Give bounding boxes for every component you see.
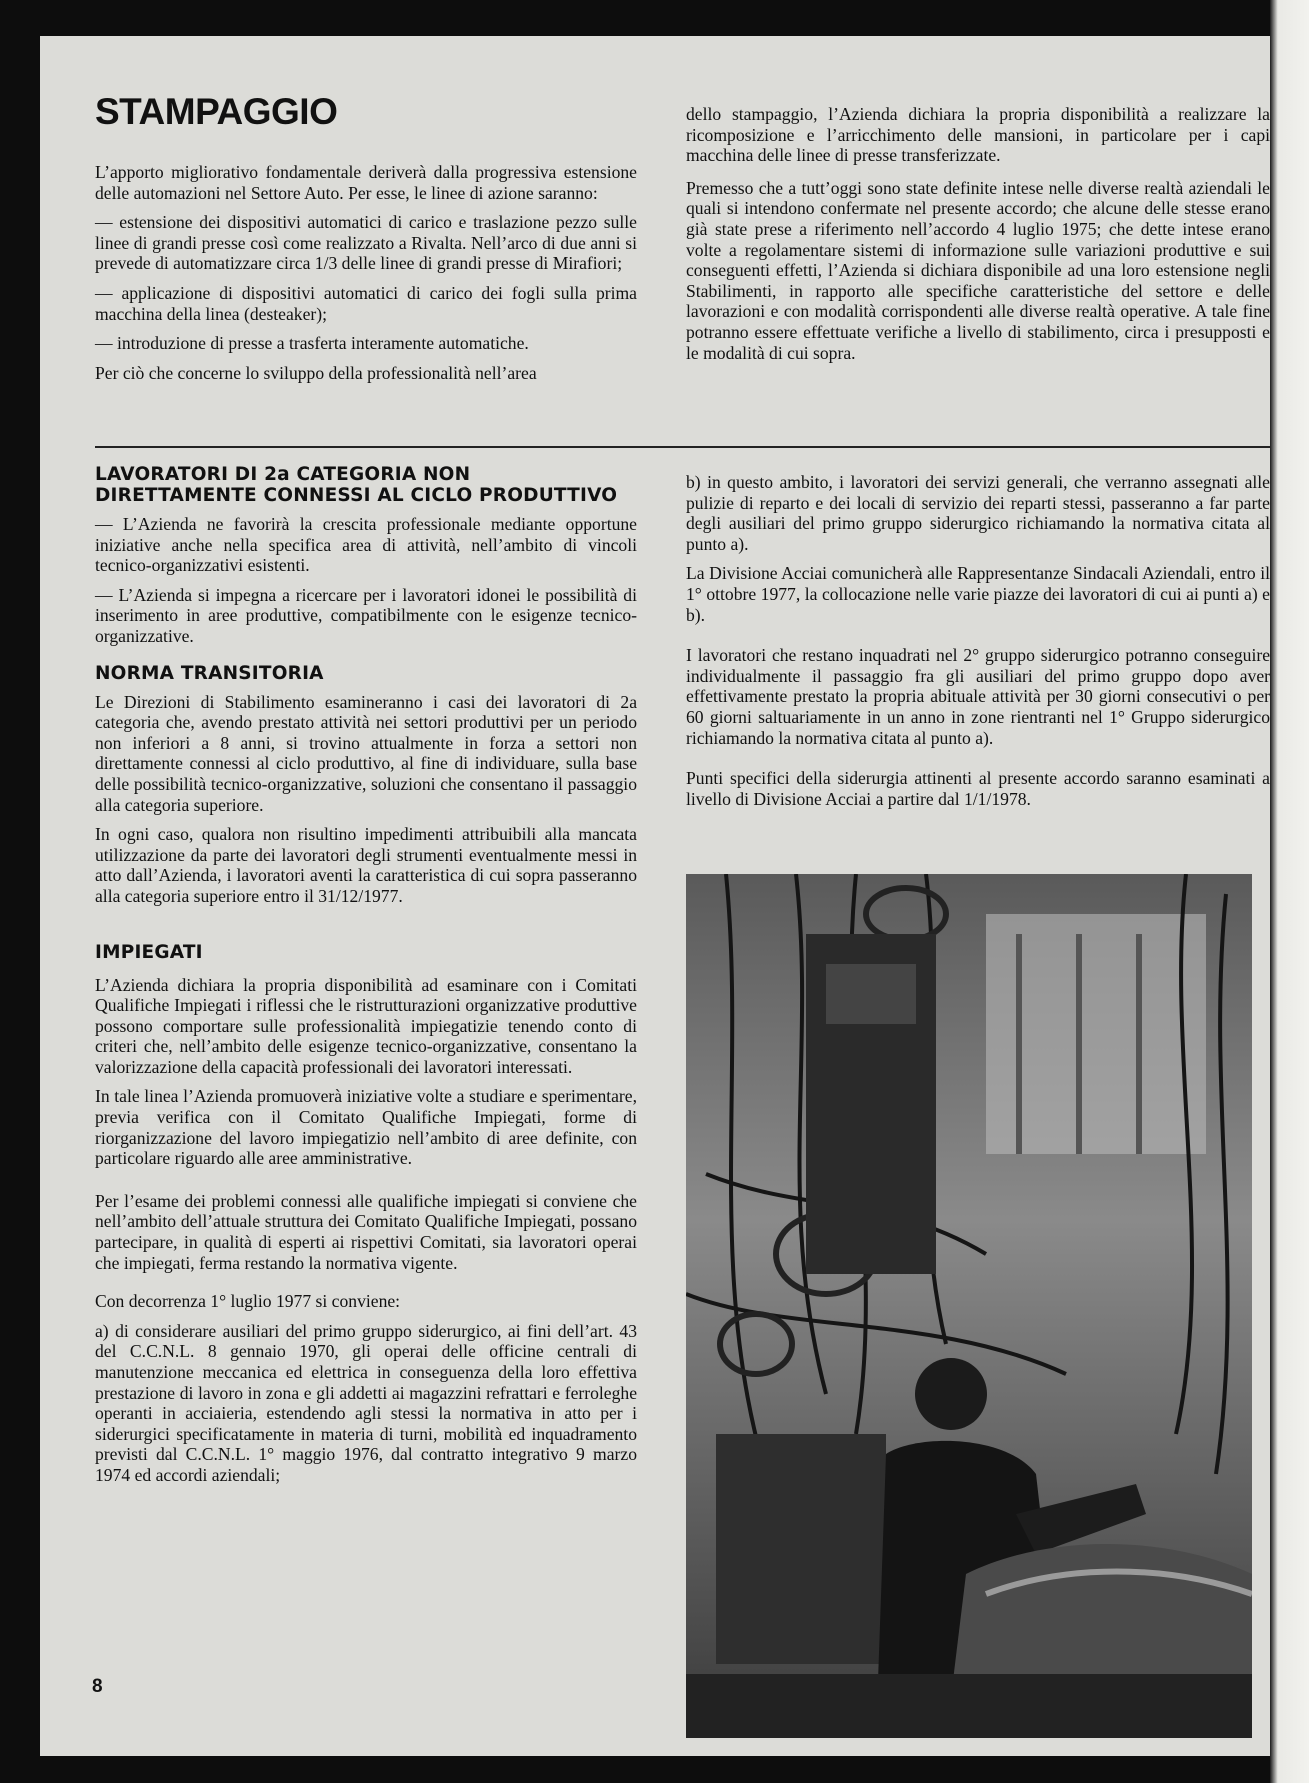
paragraph: b) in questo ambito, i lavoratori dei servizi generali, che verranno assegnati alle pulizie di reparto e dei locali di servizio dei reparti stessi, passeranno a far parte degli ausiliari del primo gruppo siderurgico richiamando la normativa citata al punto a). bbox=[686, 472, 1270, 554]
paragraph: Con decorrenza 1° luglio 1977 si conviene: bbox=[95, 1291, 401, 1312]
page-number: 8 bbox=[92, 1676, 103, 1697]
paragraph: L’apporto migliorativo fondamentale deriverà dalla progressiva estensione delle automazioni nel Settore Auto. Per esse, le linee di azione saranno: bbox=[95, 162, 637, 203]
paragraph: Le Direzioni di Stabilimento esamineranno i casi dei lavoratori di 2a categoria che, avendo prestato attività nei settori produttivi per un periodo non inferiori a 8 anni, si trovino attualmente in forza a settori non direttamente connessi al ciclo produttivo, al fine di individuare, sulla base delle possibilità tecnico-organizzative, soluzioni che consentano il passaggio alla categoria superiore. bbox=[95, 691, 637, 815]
paragraph: L’Azienda dichiara la propria disponibilità ad esaminare con i Comitati Qualifiche Impiegati i riflessi che le ristrutturazioni organizzative produttive possono comportare sulle professionalità impiegatizie tenendo conto di criteri che, nell’ambito delle esigenze tecnico-organizzative, consentano la valorizzazione della capacità professionali dei lavoratori interessati. bbox=[95, 974, 637, 1077]
paragraph: — introduzione di presse a trasferta interamente automatiche. bbox=[95, 333, 529, 354]
factory-worker-photo bbox=[686, 874, 1252, 1738]
paragraph: — estensione dei dispositivi automatici di carico e traslazione pezzo sulle linee di grandi presse così come realizzato a Rivalta. Nell’arco di due anni si prevede di automatizzare circa 1/3 delle linee di grandi presse di Mirafiori; bbox=[95, 212, 637, 274]
paragraph: dello stampaggio, l’Azienda dichiara la propria disponibilità a realizzare la ricomposizione e l’arricchimento delle mansioni, in particolare per i capi macchina delle linee di presse transferizzate. bbox=[686, 104, 1270, 166]
paragraph: La Divisione Acciai comunicherà alle Rappresentanze Sindacali Aziendali, entro il 1° ottobre 1977, la collocazione nelle varie piazze dei lavoratori di cui ai punti a) e b). bbox=[686, 563, 1270, 625]
section-divider bbox=[95, 446, 1270, 448]
paragraph: Punti specifici della siderurgia attinenti al presente accordo saranno esaminati a livello di Divisione Acciai a partire dal 1/1/1978. bbox=[686, 768, 1270, 809]
magazine-page bbox=[40, 36, 1270, 1756]
paragraph: In tale linea l’Azienda promuoverà iniziative volte a studiare e sperimentare, previa verifica con il Comitato Qualifiche Impiegati, forme di riorganizzazione del lavoro impiegatizio nell’ambito di aree definite, con particolare riguardo alle aree amministrative. bbox=[95, 1086, 637, 1169]
paragraph: — L’Azienda ne favorirà la crescita professionale mediante opportune iniziative anche nella specifica area di attività, nell’ambito di vincoli tecnico-organizzativi esistenti. bbox=[95, 514, 637, 576]
paragraph: a) di considerare ausiliari del primo gruppo siderurgico, ai fini dell’art. 43 del C.C.N.L. 8 gennaio 1970, gli operai delle officine centrali di manutenzione meccanica ed elettrica in conseguenza della loro effettiva prestazione di lavoro in zona e gli addetti ai magazzini refrattari e ferroleghe operanti in acciaieria, estendendo agli stessi la normativa in atto per i siderurgici specificatamente in materia di turni, mobilità ed inquadramento previsti dal C.C.N.L. 1° maggio 1976, dal contratto integrativo 9 marzo 1974 ed accordi aziendali; bbox=[95, 1320, 637, 1485]
norma-transitoria-heading: NORMA TRANSITORIA bbox=[95, 662, 324, 684]
lavoratori-heading: LAVORATORI DI 2a CATEGORIA NON DIRETTAMENTE CONNESSI AL CICLO PRODUTTIVO bbox=[95, 464, 618, 506]
stampaggio-right-column bbox=[686, 104, 1270, 372]
paragraph: Per l’esame dei problemi connessi alle qualifiche impiegati si conviene che nell’ambito dell’attuale struttura dei Comitato Qualifiche Impiegati, possano partecipare, in qualità di esperti ai rispettivi Comitati, sia lavoratori operai che impiegati, ferma restando la normativa vigente. bbox=[95, 1190, 637, 1273]
impiegati-heading: IMPIEGATI bbox=[95, 941, 203, 963]
stampaggio-left-column bbox=[95, 162, 637, 392]
paragraph: In ogni caso, qualora non risultino impedimenti attribuibili alla mancata utilizzazione da parte dei lavoratori degli strumenti eventualmente messi in atto dall’Azienda, i lavoratori aventi la caratteristica di cui sopra passeranno alla categoria superiore entro il 31/12/1977. bbox=[95, 824, 637, 906]
lower-right-column bbox=[686, 472, 1270, 818]
page-title: STAMPAGGIO bbox=[95, 91, 338, 132]
paragraph: — applicazione di dispositivi automatici di carico dei fogli sulla prima macchina della linea (desteaker); bbox=[95, 282, 637, 324]
paragraph: I lavoratori che restano inquadrati nel 2° gruppo siderurgico potranno conseguire individualmente il passaggio fra gli ausiliari del primo gruppo dopo aver effettivamente prestato la propria abituale attività per 30 giorni consecutivi o per 60 giorni saltuariamente in un anno in zone rientranti nel 1° Gruppo siderurgico richiamando la normativa citata al punto a). bbox=[686, 645, 1270, 748]
adjacent-page-edge bbox=[1270, 0, 1309, 1783]
paragraph: Premesso che a tutt’oggi sono state definite intese nelle diverse realtà aziendali le quali si intendono confermate nel presente accordo; che alcune delle stesse erano già state prese a riferimento nell’accordo 4 luglio 1975; che dette intese erano volte a regolamentare sistemi di informazione sulle variazioni produttive e sui conseguenti effetti, l’Azienda si dichiara disponibile ad una loro estensione negli Stabilimenti, in rapporto alle specifiche caratteristiche del settore e delle lavorazioni e con modalità corrispondenti alle diverse realtà operative. A tale fine potranno essere effettuate verifiche a livello di stabilimento, circa i presupposti e le modalità di cui sopra. bbox=[686, 177, 1270, 363]
paragraph: Per ciò che concerne lo sviluppo della professionalità nell’area bbox=[95, 362, 537, 383]
lower-left-column bbox=[95, 464, 637, 1495]
paragraph: — L’Azienda si impegna a ricercare per i lavoratori idonei le possibilità di inserimento in aree produttive, compatibilmente con le esigenze tecnico-organizzative. bbox=[95, 584, 637, 646]
